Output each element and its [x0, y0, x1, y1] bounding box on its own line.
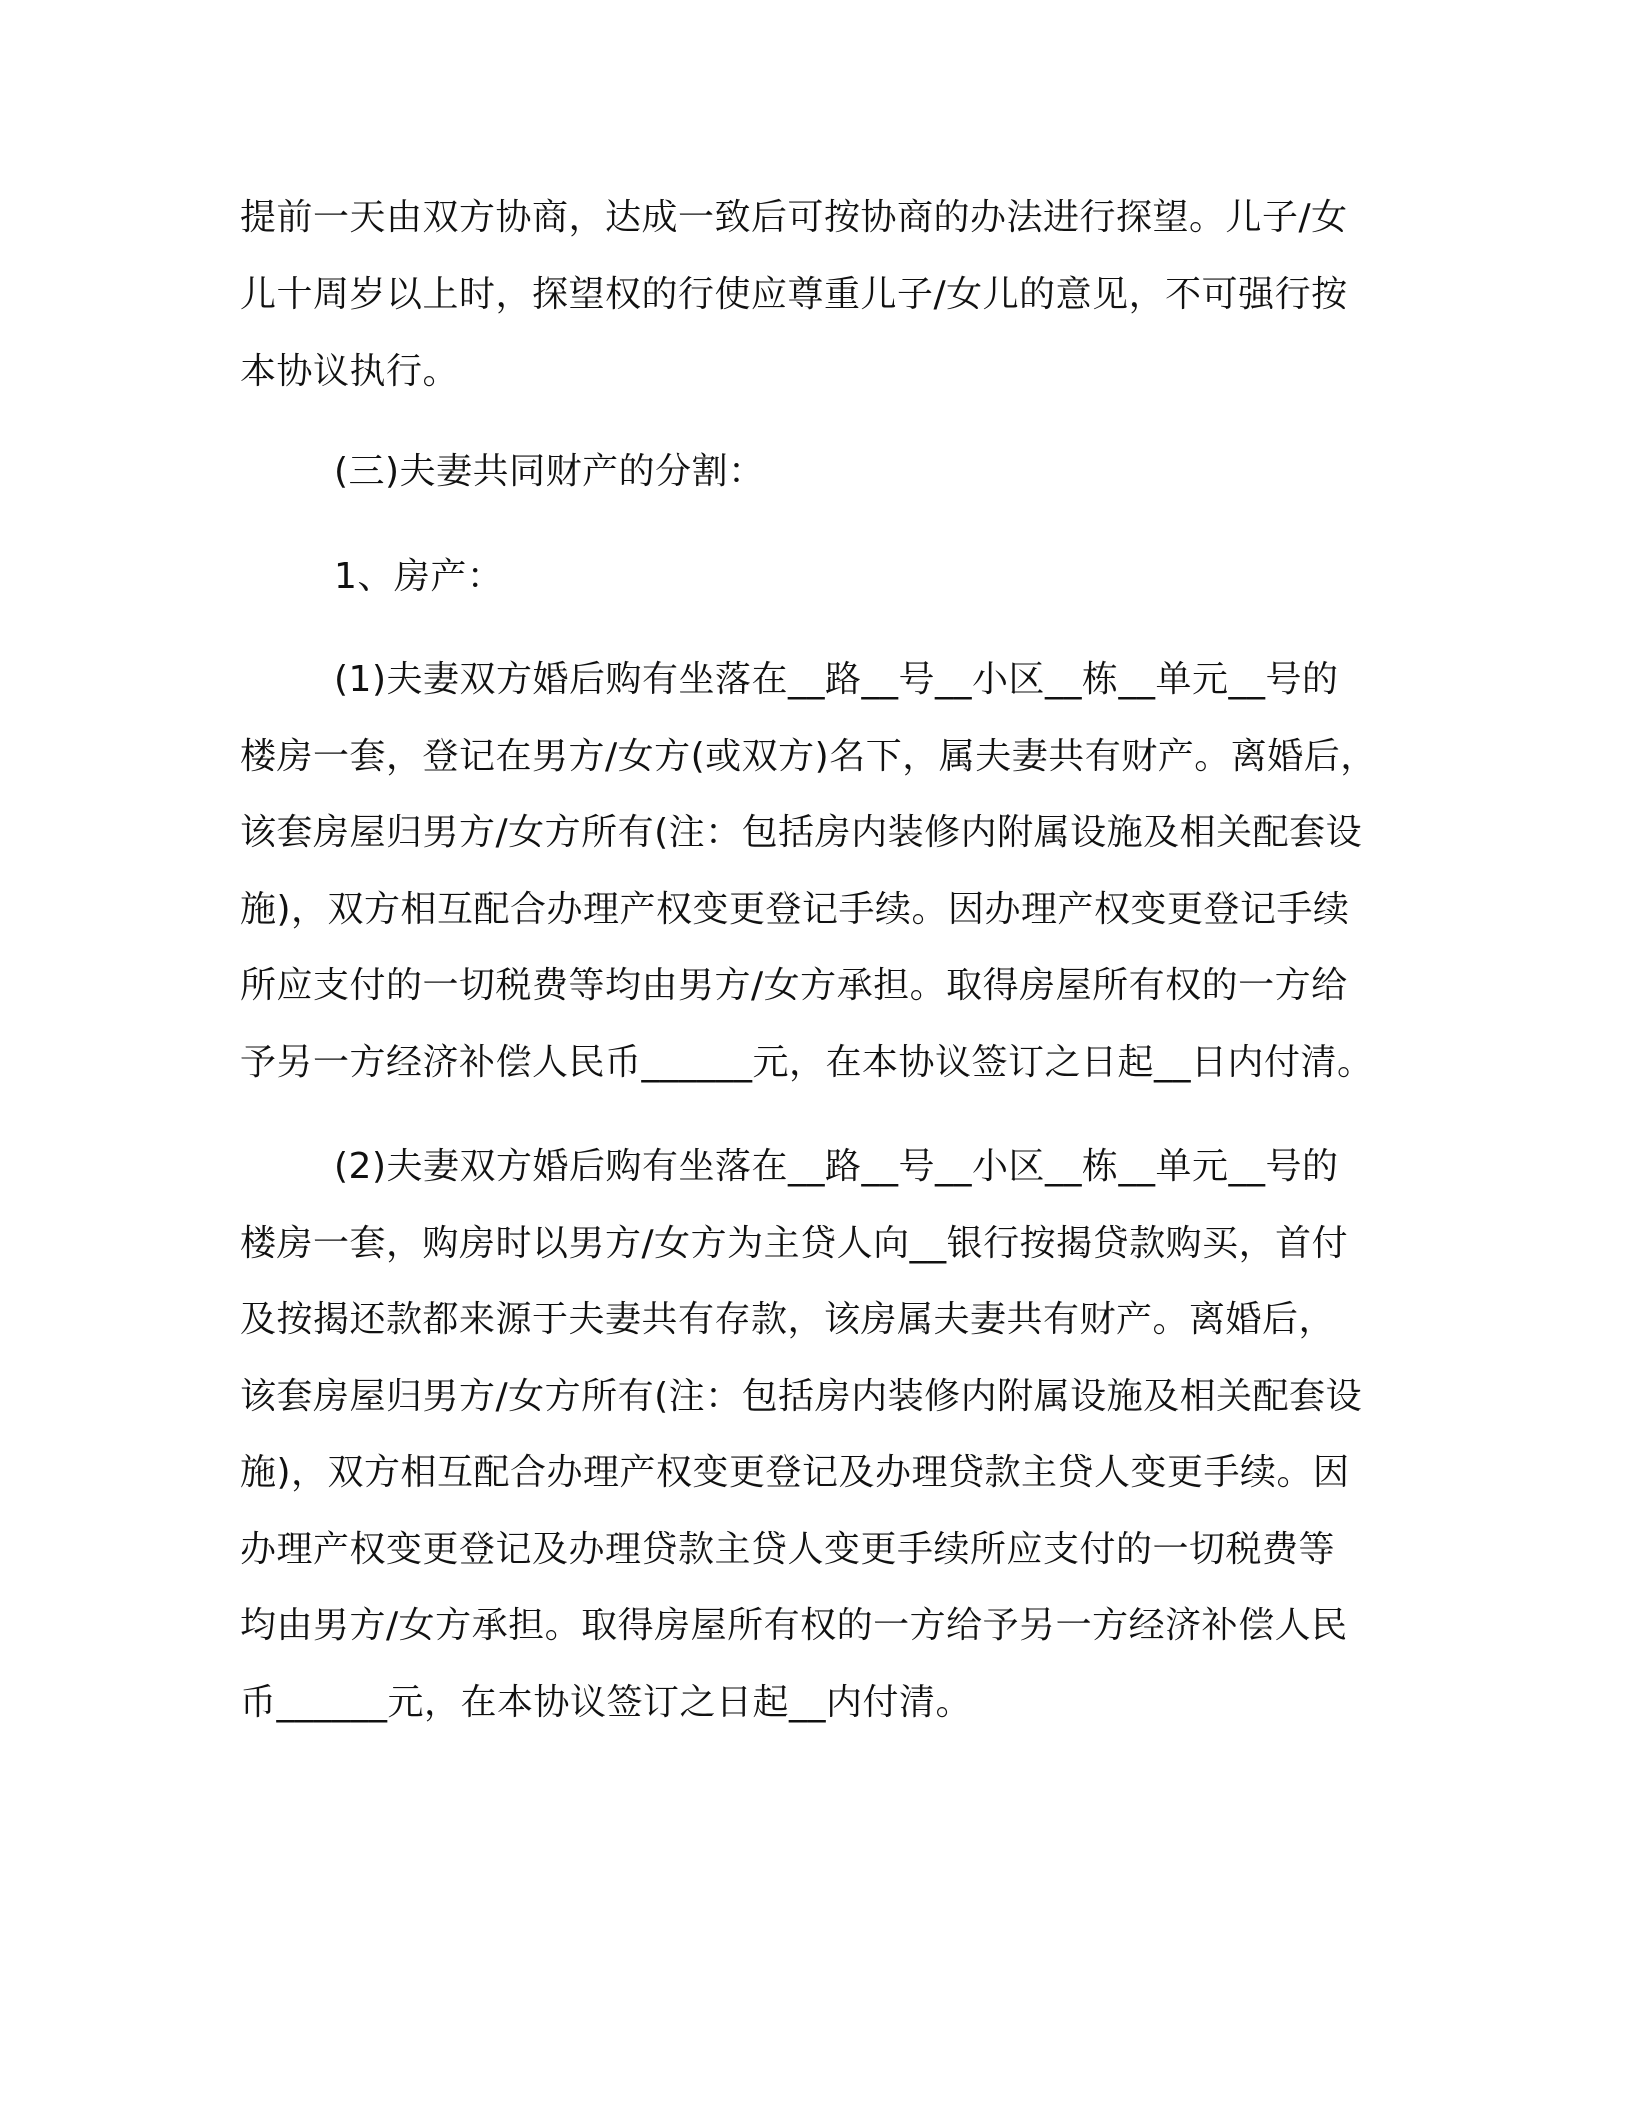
clause-1-line: 该套房屋归男方/女方所有(注：包括房内装修内附属设施及相关配套设: [240, 812, 1363, 853]
clause-2-line: 施)，双方相互配合办理产权变更登记及办理贷款主贷人变更手续。因: [240, 1452, 1350, 1493]
clause-1-line: 予另一方经济补偿人民币______元，在本协议签订之日起__日内付清。: [240, 1042, 1374, 1083]
section-heading: (三)夫妻共同财产的分割：: [334, 451, 765, 492]
clause-2-line: 办理产权变更登记及办理贷款主贷人变更手续所应支付的一切税费等: [240, 1529, 1336, 1570]
paragraph-line: 提前一天由双方协商，达成一致后可按协商的办法进行探望。儿子/女: [240, 197, 1348, 238]
paragraph-line: 本协议执行。: [240, 351, 460, 392]
clause-2-line: 币______元，在本协议签订之日起__内付清。: [240, 1682, 973, 1723]
clause-2-line: 均由男方/女方承担。取得房屋所有权的一方给予另一方经济补偿人民: [240, 1605, 1348, 1646]
clause-1-line: 楼房一套，登记在男方/女方(或双方)名下，属夫妻共有财产。离婚后，: [240, 736, 1377, 777]
clause-1-line: 施)，双方相互配合办理产权变更登记手续。因办理产权变更登记手续: [240, 889, 1350, 930]
clause-1-line: 所应支付的一切税费等均由男方/女方承担。取得房屋所有权的一方给: [240, 965, 1348, 1006]
item-heading: 1、房产：: [334, 556, 504, 597]
clause-2-line: 楼房一套，购房时以男方/女方为主贷人向__银行按揭贷款购买，首付: [240, 1223, 1349, 1264]
clause-2-line: 及按揭还款都来源于夫妻共有存款，该房属夫妻共有财产。离婚后，: [240, 1299, 1336, 1340]
clause-1-line: (1)夫妻双方婚后购有坐落在__路__号__小区__栋__单元__号的: [334, 659, 1339, 700]
clause-2-line: 该套房屋归男方/女方所有(注：包括房内装修内附属设施及相关配套设: [240, 1376, 1363, 1417]
paragraph-line: 儿十周岁以上时，探望权的行使应尊重儿子/女儿的意见，不可强行按: [240, 274, 1348, 315]
clause-2-line: (2)夫妻双方婚后购有坐落在__路__号__小区__栋__单元__号的: [334, 1146, 1339, 1187]
